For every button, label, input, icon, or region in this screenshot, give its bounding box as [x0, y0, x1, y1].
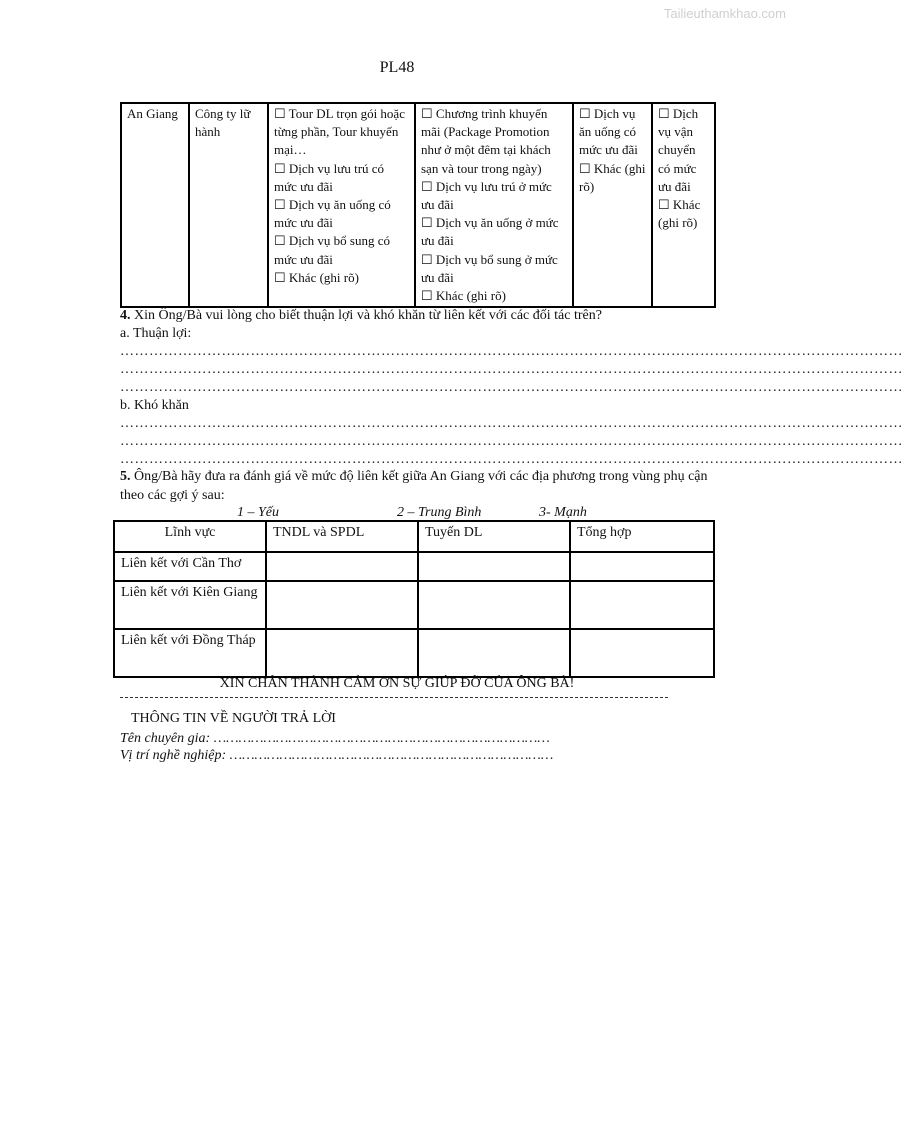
- option-item: ☐ Khác (ghi rõ): [579, 160, 646, 194]
- respondent-title: THÔNG TIN VỀ NGƯỜI TRẢ LỜI: [131, 711, 336, 726]
- answer-line[interactable]: ………………………………………………………………………………………………………………………………………………: [120, 452, 903, 467]
- option-item: ☐ Dịch vụ ăn uống có mức ưu đãi: [579, 106, 638, 158]
- expert-name-field[interactable]: Tên chuyên gia: ………………………………………………………………………: [120, 731, 550, 746]
- row-label: Liên kết với Đồng Tháp: [114, 629, 266, 677]
- option-item: ☐ Khác (ghi rõ): [274, 269, 359, 285]
- option-item: ☐ Dịch vụ bổ sung có mức ưu đãi: [274, 233, 391, 267]
- option-item: ☐ Dịch vụ ăn uống ở mức ưu đãi: [421, 215, 559, 249]
- table-row: [114, 629, 714, 677]
- option-item: ☐ Khác (ghi rõ): [658, 197, 701, 231]
- answer-line[interactable]: ………………………………………………………………………………………………………………………………………………: [120, 416, 903, 431]
- partner-table: [120, 102, 716, 308]
- rating-cell[interactable]: [570, 581, 714, 629]
- question-text: Xin Ông/Bà vui lòng cho biết thuận lợi và khó khăn từ liên kết với các đối tác trên?: [134, 308, 602, 323]
- column-header: Lĩnh vực: [114, 521, 266, 552]
- option-item: ☐ Tour DL trọn gói hoặc từng phần, Tour khuyến mại…: [274, 106, 405, 158]
- job-position-field[interactable]: Vị trí nghề nghiệp: ……………………………………………………………………: [120, 748, 554, 763]
- options-cell: [268, 103, 415, 307]
- scale-medium: 2 – Trung Bình: [397, 505, 482, 520]
- difficulties-label: b. Khó khăn: [120, 398, 189, 413]
- table-row: [114, 581, 714, 629]
- question-number: 4.: [120, 308, 131, 323]
- column-header: Tuyến DL: [418, 521, 570, 552]
- scale-strong: 3- Mạnh: [539, 505, 587, 520]
- rating-table: [113, 520, 715, 678]
- options-cell: [573, 103, 652, 307]
- page-title: PL48: [379, 59, 415, 76]
- divider: [120, 697, 668, 698]
- column-header: Tổng hợp: [570, 521, 714, 552]
- question-number: 5.: [120, 469, 131, 484]
- answer-line[interactable]: ………………………………………………………………………………………………………………………………………………: [120, 434, 903, 449]
- rating-cell[interactable]: [266, 552, 418, 581]
- option-item: ☐ Dịch vụ lưu trú ở mức ưu đãi: [421, 178, 552, 213]
- options-cell: [652, 103, 715, 307]
- rating-cell[interactable]: [418, 629, 570, 677]
- advantages-label: a. Thuận lợi:: [120, 326, 192, 341]
- table-header-row: [114, 521, 714, 552]
- options-cell: [415, 103, 573, 307]
- partner-cell: Công ty lữ hành: [189, 103, 268, 307]
- thank-you-note: XIN CHÂN THÀNH CẢM ƠN SỰ GIÚP ĐỠ CỦA ÔNG BÀ!: [219, 676, 575, 691]
- rating-cell[interactable]: [570, 552, 714, 581]
- option-item: ☐ Dịch vụ bổ sung ở mức ưu đãi: [421, 251, 558, 285]
- rating-cell[interactable]: [570, 629, 714, 677]
- answer-line[interactable]: ………………………………………………………………………………………………………………………………………………: [120, 344, 903, 359]
- row-label: Liên kết với Kiên Giang: [114, 581, 266, 629]
- place-cell: An Giang: [121, 103, 189, 307]
- watermark: Tailieuthamkhao.com: [663, 6, 786, 21]
- option-item: ☐ Dịch vụ lưu trú có mức ưu đãi: [274, 160, 385, 194]
- rating-cell[interactable]: [418, 552, 570, 581]
- option-item: ☐ Dịch vụ vận chuyển có mức ưu đãi: [658, 106, 699, 194]
- table-row: [114, 552, 714, 581]
- table-row: [121, 103, 715, 307]
- answer-line[interactable]: ………………………………………………………………………………………………………………………………………………: [120, 362, 903, 377]
- question-text: Ông/Bà hãy đưa ra đánh giá về mức độ liên kết giữa An Giang với các địa phương trong vùng phụ cận theo các gợi ý sau:: [120, 469, 708, 503]
- row-label: Liên kết với Cần Thơ: [114, 552, 266, 581]
- question-5: [120, 467, 710, 505]
- question-4: [120, 307, 903, 469]
- option-item: ☐ Dịch vụ ăn uống có mức ưu đãi: [274, 197, 391, 231]
- column-header: TNDL và SPDL: [266, 521, 418, 552]
- rating-cell[interactable]: [266, 629, 418, 677]
- scale-weak: 1 – Yếu: [237, 505, 279, 520]
- option-item: ☐ Khác (ghi rõ): [421, 288, 506, 304]
- rating-cell[interactable]: [266, 581, 418, 629]
- option-item: ☐ Chương trình khuyến mãi (Package Promotion như ở một đêm tại khách sạn và tour trong ngày): [421, 106, 551, 176]
- rating-cell[interactable]: [418, 581, 570, 629]
- answer-line[interactable]: ………………………………………………………………………………………………………………………………………………: [120, 380, 903, 395]
